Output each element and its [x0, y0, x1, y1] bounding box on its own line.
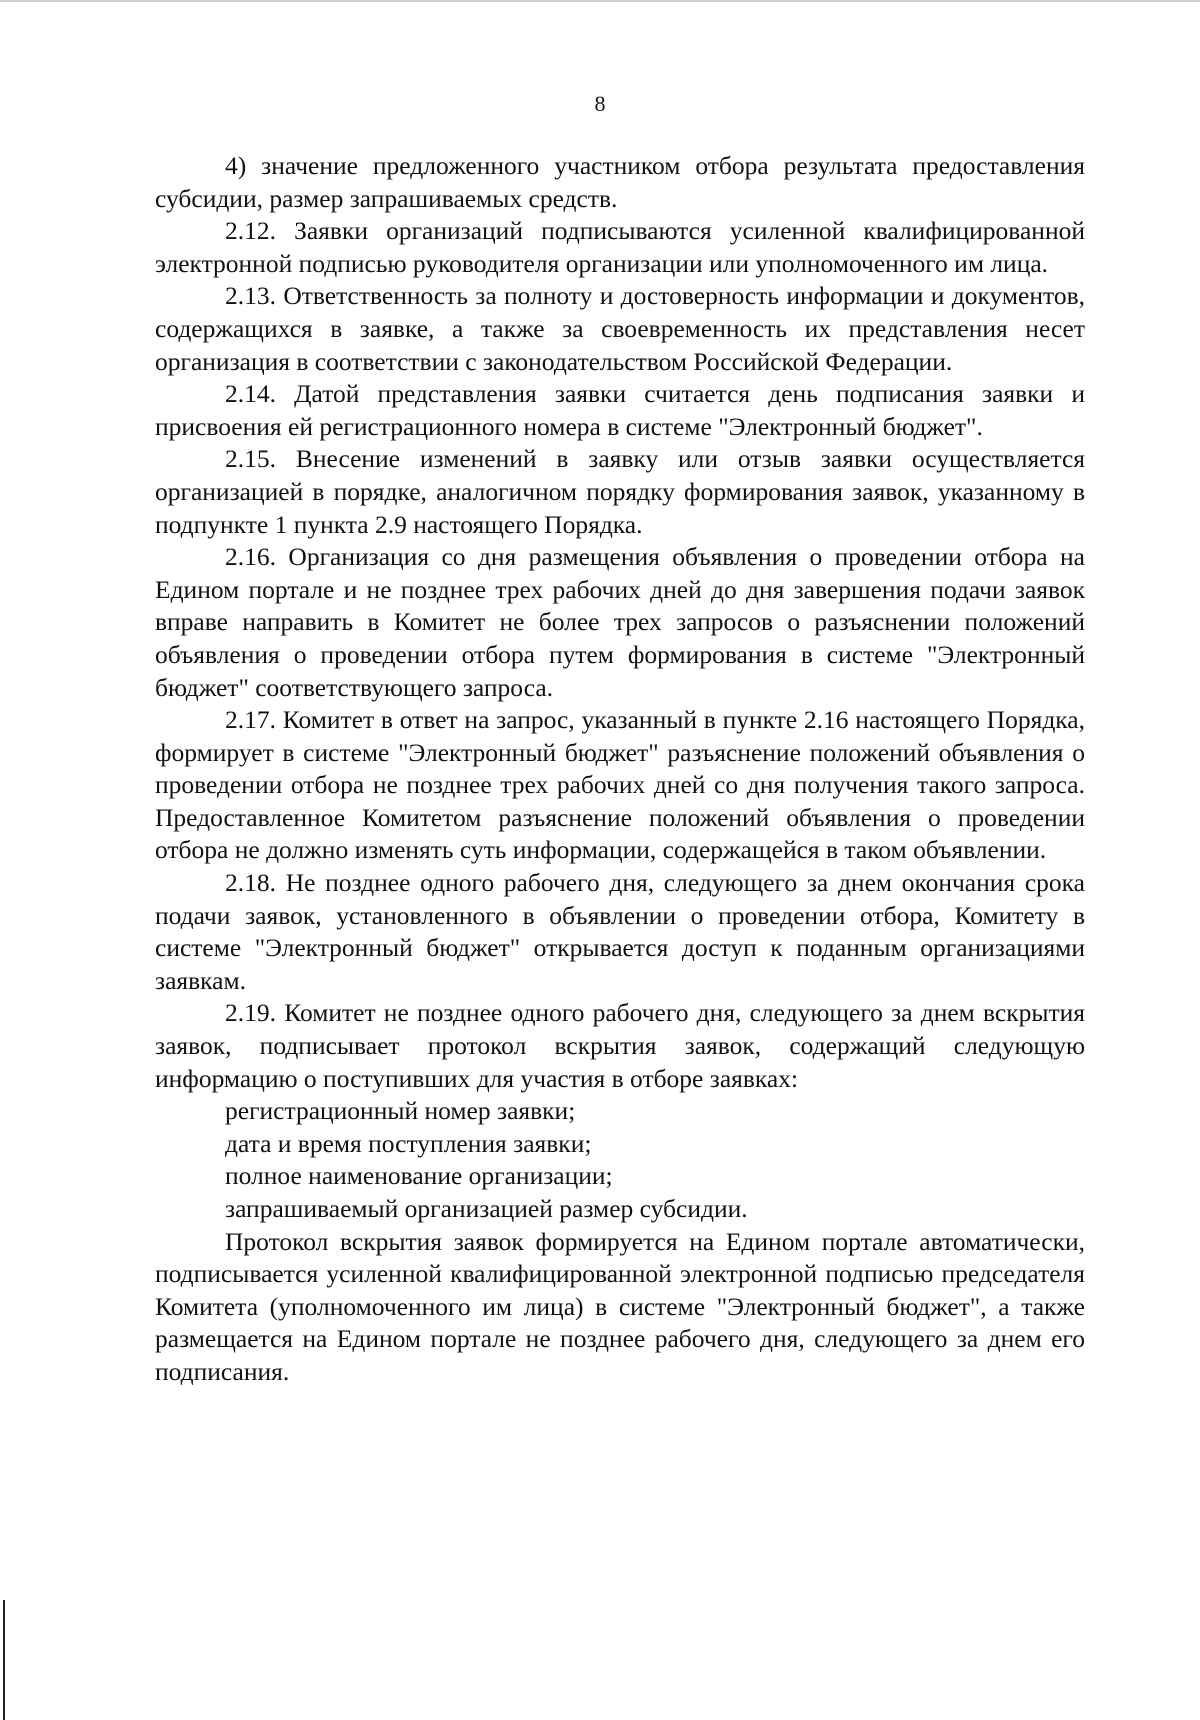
paragraph-2-19: 2.19. Комитет не позднее одного рабочего дня, следующего за днем вскрытия заявок, подписывает протокол вскрытия заявок, содержащий следующую информацию о поступивших для участия в отборе заявках: [155, 998, 1085, 1093]
paragraph-2-17: 2.17. Комитет в ответ на запрос, указанный в пункте 2.16 настоящего Порядка, формирует в системе "Электронный бюджет" разъяснение положений объявления о проведении отбора не позднее трех рабочих дней со дня получения такого запроса. Предоставленное Комитетом разъяснение положений объявления о проведении отбора не должно изменять суть информации, содержащейся в таком объявлении. [155, 705, 1085, 865]
paragraph-2-14: 2.14. Датой представления заявки считается день подписания заявки и присвоения ей регистрационного номера в системе "Электронный бюджет". [155, 379, 1085, 441]
body-text [155, 150, 1085, 1389]
paragraph-2-13: 2.13. Ответственность за полноту и достоверность информации и документов, содержащихся в заявке, а также за своевременность их представления несет организация в соответствии с законодательством Российской Федерации. [155, 281, 1085, 376]
paragraph-2-15: 2.15. Внесение изменений в заявку или отзыв заявки осуществляется организацией в порядке, аналогичном порядку формирования заявок, указанному в подпункте 1 пункта 2.9 настоящего Порядка. [155, 444, 1085, 539]
list-item: запрашиваемый организацией размер субсидии. [225, 1194, 748, 1223]
paragraph-2-12: 2.12. Заявки организаций подписываются усиленной квалифицированной электронной подписью руководителя организации или уполномоченного им лица. [155, 216, 1085, 278]
paragraph-2-16: 2.16. Организация со дня размещения объявления о проведении отбора на Едином портале и не позднее трех рабочих дней до дня завершения подачи заявок вправе направить в Комитет не более трех запросов о разъяснении положений объявления о проведении отбора путем формирования в системе "Электронный бюджет" соответствующего запроса. [155, 542, 1085, 702]
paragraph-item-4: 4) значение предложенного участником отбора результата предоставления субсидии, размер запрашиваемых средств. [155, 151, 1085, 213]
paragraph-protocol: Протокол вскрытия заявок формируется на Едином портале автоматически, подписывается усиленной квалифицированной электронной подписью председателя Комитета (уполномоченного им лица) в системе "Электронный бюджет", а также размещается на Едином портале не позднее рабочего дня, следующего за днем его подписания. [155, 1226, 1085, 1386]
list-item: регистрационный номер заявки; [225, 1096, 576, 1126]
scan-edge-left [3, 1600, 5, 1720]
paragraph-2-18: 2.18. Не позднее одного рабочего дня, следующего за днем окончания срока подачи заявок, установленного в объявлении о проведении отбора, Комитету в системе "Электронный бюджет" открывается доступ к поданным организациями заявкам. [155, 868, 1085, 995]
scan-edge-top [0, 0, 1200, 2]
list-item: дата и время поступления заявки; [225, 1128, 592, 1158]
list-item: полное наименование организации; [225, 1161, 613, 1191]
page-number: 8 [594, 91, 606, 116]
